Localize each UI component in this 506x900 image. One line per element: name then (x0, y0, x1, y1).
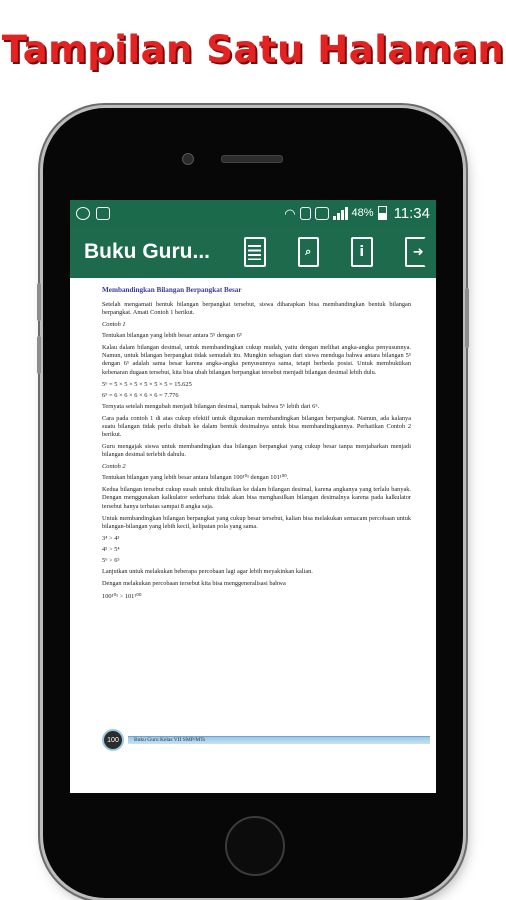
headline-title: Tampilan Satu Halaman (1, 28, 505, 71)
document-list-icon[interactable] (244, 237, 266, 267)
paragraph: Kalau dalam bilangan desimal, untuk membandingkan cukup mudah, yaitu dengan melihat angka-angka penyusunnya. Namun, untuk bilangan berpangkat tidak semudah itu. Mungkin sebagian dari siswa menduga bahwa antara bilangan 5⁵ dengan 6⁵ adalah sama besar karena angka-angka penyusunnya sama, tetapi berbeda posisi. Untuk membuktikan kebenaran dugaan tersebut, kita bisa ubah bilangan berpangkat tersebut menjadi bilangan desimal lebih dulu. (102, 344, 411, 376)
document-page[interactable] (70, 278, 436, 600)
example-label: Contoh 2 (102, 463, 126, 471)
app-bar (70, 226, 436, 278)
example-label: Contoh 1 (102, 321, 126, 329)
paragraph: Kedua bilangan tersebut cukup susah untuk ditulisikan ke dalam bilangan desimal, karena angkanya yang terlalu banyak. Dengan menggunakan kalkulator sederhana tidak akan bisa menghasilkan bilangan desimalnya karena pada kalkulator tersebut hanya terbatas sampai 8 angka saja. (102, 486, 411, 510)
home-button[interactable] (225, 816, 285, 876)
paragraph: Ternyata setelah mengubah menjadi bilangan desimal, nampak bahwa 5⁶ lebih dari 6⁵. (102, 402, 320, 410)
math-line: 4⁵ > 5⁴ (102, 545, 120, 553)
paragraph: Setelah mengamati bentuk bilangan berpangkat tersebut, siswa diharapkan bisa membandingkan bentuk bilangan berpangkat. Amati Contoh 1 berikut. (102, 301, 411, 317)
page-footer (102, 729, 430, 751)
exit-icon[interactable]: ➜ (405, 237, 427, 267)
paragraph: Cara pada contoh 1 di atas cukup efektif untuk digunakan membandingkan bilangan berpangkat. Namun, ada kalanya suatu bilangan tidak perlu diubah ke dalam bentuk desimalnya untuk bisa membandingkannya. Perhatikan Contoh 2 berikut. (102, 414, 411, 438)
signal-bars-icon (333, 207, 348, 220)
earpiece-speaker (221, 155, 283, 163)
phone-frame (43, 108, 463, 898)
front-camera (182, 153, 194, 165)
math-line: 6⁵ = 6 × 6 × 6 × 6 × 6 = 7.776 (102, 391, 179, 399)
info-icon[interactable]: i (351, 237, 373, 267)
wifi-icon: ◠ (284, 205, 296, 221)
signal-icon (315, 207, 329, 220)
image-icon (96, 207, 110, 220)
paragraph: Tentukan bilangan yang lebih besar antara bilangan 100¹⁰¹ dengan 101¹⁰⁰. (102, 474, 289, 482)
page-number: 100 (102, 729, 124, 751)
app-title: Buku Guru... (84, 240, 210, 263)
status-bar (70, 200, 436, 226)
section-heading: Membandingkan Bilangan Berpangkat Besar (102, 286, 242, 294)
paragraph: Guru mengajak siswa untuk membandingkan dua bilangan berpangkat yang cukup besar tanpa menjabarkan menjadi bilangan desimal terlebih dahulu. (102, 443, 411, 459)
whatsapp-icon (76, 207, 90, 220)
phone-screen (70, 200, 436, 793)
paragraph: Lanjutkan untuk melakukan beberapa percobaan lagi agar lebih meyakinkan kalian. (102, 567, 313, 575)
sim-icon (300, 207, 311, 220)
volume-button (37, 336, 41, 374)
search-document-icon[interactable]: ⌕ (298, 237, 320, 267)
math-line: 5⁶ > 6⁵ (102, 556, 120, 564)
math-line: 100¹⁰¹ > 101¹⁰⁰ (102, 592, 142, 600)
clock: 11:34 (393, 204, 430, 222)
power-button (465, 288, 469, 348)
math-line: 3⁴ > 4³ (102, 534, 120, 542)
battery-percent: 48% (351, 207, 374, 219)
paragraph: Tentukan bilangan yang lebih besar antara 5⁵ dengan 6⁵ (102, 332, 242, 340)
math-line: 5⁶ = 5 × 5 × 5 × 5 × 5 × 5 = 15.625 (102, 380, 192, 388)
battery-icon (378, 206, 387, 220)
footer-label: Buku Guru Kelas VII SMP/MTs (128, 736, 430, 744)
paragraph: Dengan melakukan percobaan tersebut kita bisa menggeneralisasi bahwa (102, 579, 286, 587)
paragraph: Untuk membandingkan bilangan berpangkat yang cukup besar tersebut, kalian bisa melakukan semacam percobaan untuk bilangan-bilangan yang lebih kecil, kelipatan pola yang sama. (102, 514, 411, 530)
volume-button (37, 283, 41, 321)
